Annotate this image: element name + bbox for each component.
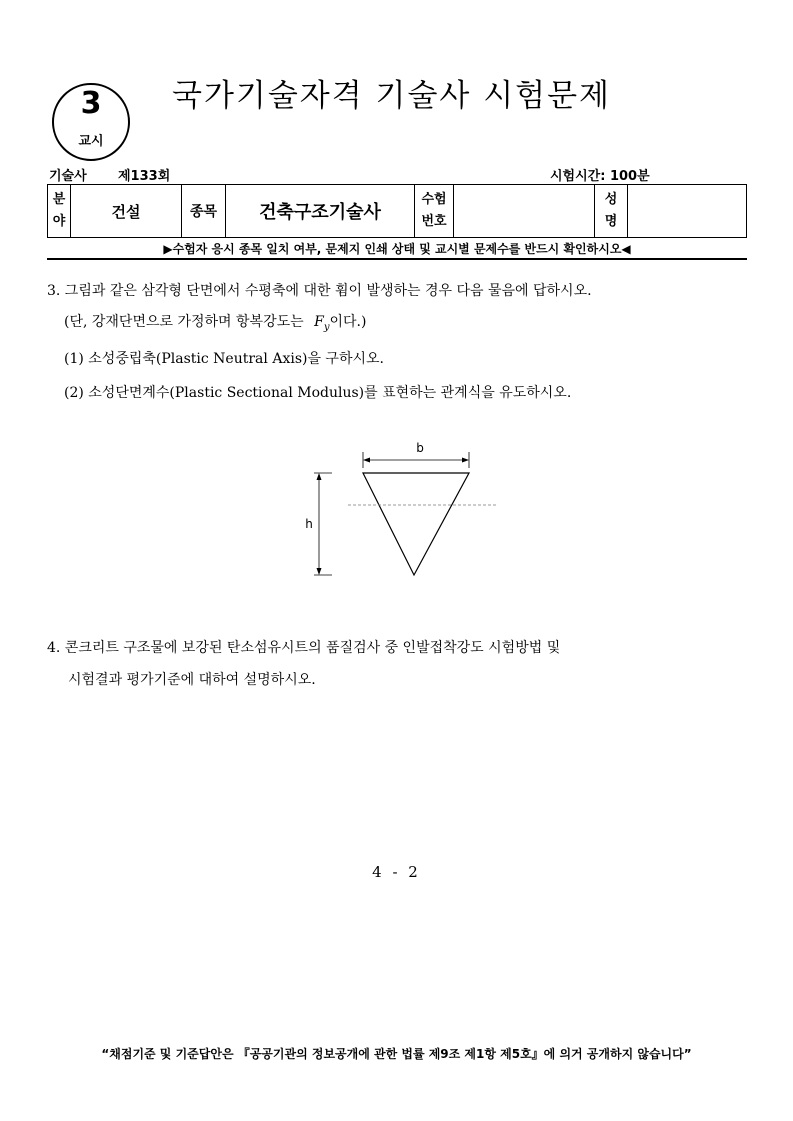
q4-line2: 시험결과 평가기준에 대하여 설명하시오. [68,672,316,688]
exam-round: 제133회 [118,169,171,184]
q3-sub2: (2) 소성단면계수(Plastic Sectional Modulus)를 표현하는 관계식을 유도하시오. [64,385,572,401]
name-label-1: 성 [604,192,618,207]
exam-no-field[interactable] [454,185,595,238]
name-field[interactable] [628,185,747,238]
q3-line1: 3. 그림과 같은 삼각형 단면에서 수평축에 대한 휨이 발생하는 경우 다음 물음에 답하시오. [47,283,592,299]
category-label: 종목 [182,185,226,238]
yield-symbol: F [314,314,324,330]
notice: ▶수험자 응시 종목 일치 여부, 문제지 인쇄 상태 및 교시별 문제수를 반드시 확인하시오◀ [163,242,631,256]
exam-no-label-1: 수험 [421,192,447,207]
field-label-1: 분 [52,192,66,207]
dim-h-arrow-top [317,473,322,480]
session-number: 3 [80,86,102,121]
dim-h-arrow-bottom [317,568,322,575]
q3-line2-pre: (단, 강재단면으로 가정하며 항복강도는 [64,314,304,330]
footer-disclaimer: “채점기준 및 기준답안은 『공공기관의 정보공개에 관한 법률 제9조 제1항 제5호』에 의거 공개하지 않습니다” [101,1047,692,1061]
page-number: 4 - 2 [372,863,421,881]
header-divider [47,258,747,260]
dim-h-label: h [305,517,313,531]
q3-line2-post: 이다.) [329,314,367,330]
exam-type: 기술사 [49,169,87,184]
field-value: 건설 [71,185,182,238]
name-label-cell [595,185,628,238]
category-value: 건축구조기술사 [226,185,415,238]
page-title: 국가기술자격 기술사 시험문제 [172,78,612,114]
exam-no-label-2: 번호 [421,214,447,229]
yield-subscript: y [323,321,330,333]
q3-sub1: (1) 소성중립축(Plastic Neutral Axis)을 구하시오. [64,351,384,367]
triangle-section-figure [300,438,510,588]
session-label: 교시 [78,134,104,149]
field-label-2: 야 [52,214,66,229]
exam-no-label-cell [415,185,454,238]
q4-line1: 4. 콘크리트 구조물에 보강된 탄소섬유시트의 품질검사 중 인발접착강도 시험방법 및 [47,640,561,656]
name-label-2: 명 [604,214,618,229]
q3-line2 [64,312,366,338]
dim-b-arrow-right [462,458,469,463]
field-label-cell [48,185,71,238]
exam-time: 시험시간: 100분 [550,169,650,184]
triangle-section [363,473,469,575]
exam-info-table [47,184,747,238]
dim-b-label: b [416,441,424,455]
dim-b-arrow-left [363,458,370,463]
